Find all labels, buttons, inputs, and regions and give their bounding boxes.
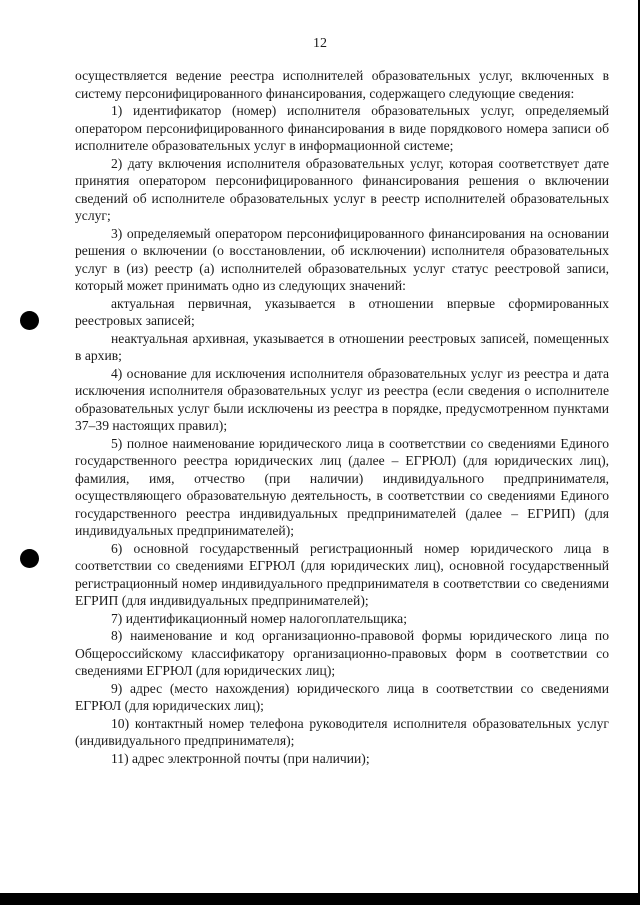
list-item-2: 2) дату включения исполнителя образовательных услуг, которая соответствует дате принятия оператором персонифицированного финансирования решения о включении сведений об исполнителе образовательных услуг в реестр исполнителей образовательных услуг; <box>75 155 609 223</box>
intro-paragraph: осуществляется ведение реестра исполнителей образовательных услуг, включенных в систему персонифицированного финансирования, содержащего следующие сведения: <box>75 68 609 101</box>
list-item-6: 6) основной государственный регистрационный номер юридического лица в соответствии со сведениями ЕГРЮЛ (для юридических лиц), основной государственный регистрационный номер индивидуального предпринимателя в соответствии со сведениями ЕГРИП (для индивидуальных предпринимателей); <box>75 540 609 608</box>
scan-edge-bottom <box>0 893 640 905</box>
document-body <box>75 67 609 767</box>
punch-hole-lower <box>20 549 39 568</box>
list-item-9: 9) адрес (место нахождения) юридического лица в соответствии со сведениями ЕГРЮЛ (для юридических лиц); <box>75 680 609 713</box>
page-number: 12 <box>313 36 327 51</box>
status-value-archive: неактуальная архивная, указывается в отношении реестровых записей, помещенных в архив; <box>75 330 609 363</box>
list-item-10: 10) контактный номер телефона руководителя исполнителя образовательных услуг (индивидуального предпринимателя); <box>75 715 609 748</box>
list-item-4: 4) основание для исключения исполнителя образовательных услуг из реестра и дата исключения исполнителя образовательных услуг из реестра (если сведения о исполнителе образовательных услуг были исключены из реестра в порядке, предусмотренном пунктами 37–39 настоящих правил); <box>75 365 609 433</box>
list-item-1: 1) идентификатор (номер) исполнителя образовательных услуг, определяемый оператором персонифицированного финансирования в виде порядкового номера записи об исполнителе образовательных услуг в информационной системе; <box>75 103 609 153</box>
status-value-actual: актуальная первичная, указывается в отношении впервые сформированных реестровых записей; <box>75 295 609 328</box>
list-item-11: 11) адрес электронной почты (при наличии); <box>111 750 370 766</box>
list-item-3: 3) определяемый оператором персонифицированного финансирования на основании решения о включении (о восстановлении, об исключении) исполнителя образовательных услуг в (из) реестр (а) исполнителей образовательных услуг статус реестровой записи, который может принимать одно из следующих значений: <box>75 225 609 293</box>
list-item-5: 5) полное наименование юридического лица в соответствии со сведениями Единого государственного реестра юридических лиц (далее – ЕГРЮЛ) (для юридических лиц), фамилия, имя, отчество (при наличии) индивидуального предпринимателя, осуществляющего образовательную деятельность, в соответствии со сведениями Единого государственного реестра индивидуальных предпринимателей (далее – ЕГРИП) (для индивидуальных предпринимателей); <box>75 435 609 538</box>
list-item-8: 8) наименование и код организационно-правовой формы юридического лица по Общероссийскому классификатору организационно-правовых форм в соответствии со сведениями ЕГРЮЛ (для юридических лиц); <box>75 628 609 678</box>
list-item-7: 7) идентификационный номер налогоплательщика; <box>111 610 407 626</box>
punch-hole-upper <box>20 311 39 330</box>
